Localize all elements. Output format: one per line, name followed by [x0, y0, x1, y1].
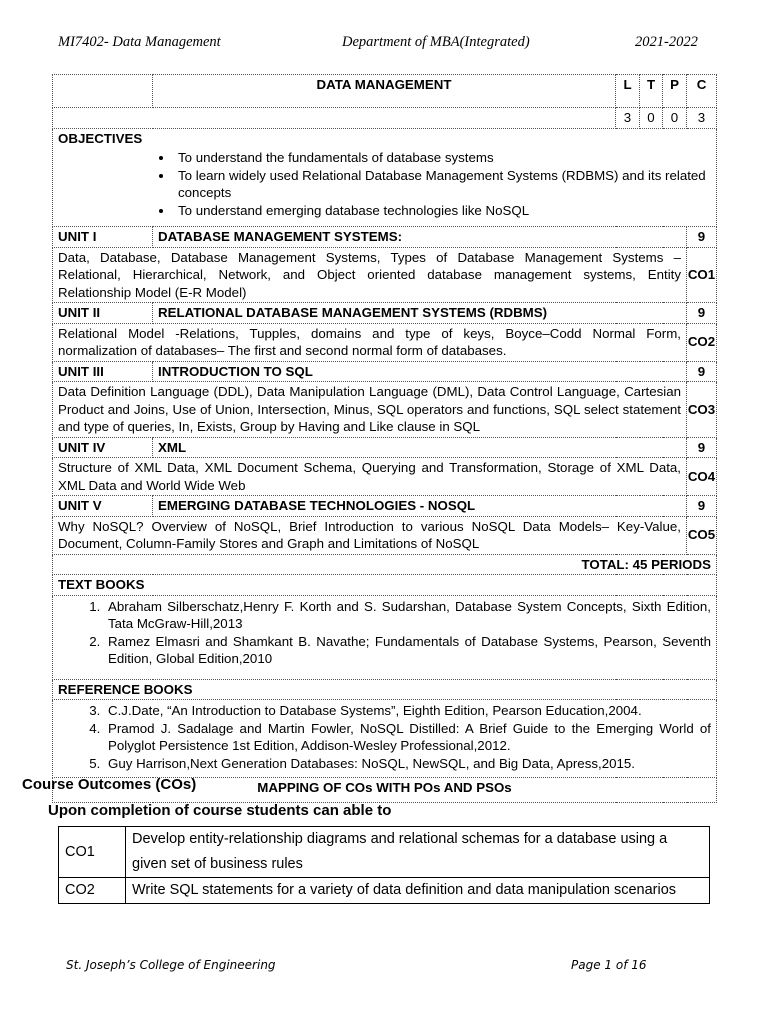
text-books-heading-row: [53, 575, 717, 596]
unit-co: CO1: [687, 247, 717, 303]
unit-co: CO2: [687, 323, 717, 361]
header-department: Department of MBA(Integrated): [342, 34, 530, 50]
course-outcomes-title: Course Outcomes (COs): [22, 776, 197, 793]
unit-title: EMERGING DATABASE TECHNOLOGIES - NOSQL: [153, 496, 687, 517]
ltpc-value-p: 0: [663, 108, 687, 129]
unit-co: CO5: [687, 516, 717, 554]
unit-content: Structure of XML Data, XML Document Schema, Querying and Transformation, Storage of XML Data, XML Data and World Wide Web: [53, 458, 687, 496]
objectives-list: [58, 149, 711, 219]
unit-label: UNIT I: [53, 227, 153, 248]
ltpc-header-l: L: [616, 75, 640, 108]
unit-label: UNIT V: [53, 496, 153, 517]
text-books-heading: TEXT BOOKS: [53, 575, 717, 596]
objective-item: • To understand the fundamentals of database systems: [174, 149, 711, 167]
unit-title: DATABASE MANAGEMENT SYSTEMS:: [153, 227, 687, 248]
unit-header-row: [53, 496, 717, 517]
course-outcome-row: [59, 878, 710, 904]
unit-content: Data Definition Language (DDL), Data Manipulation Language (DML), Data Control Language, Cartesian Product and Joins, Use of Union, Intersection, Minus, SQL operators and functions, SQL select statement and type of queries, In, Exists, Group by Having and Like clause in SQL: [53, 382, 687, 438]
footer-college-name: St. Joseph’s College of Engineering: [66, 958, 276, 972]
course-outcome-code: CO2: [59, 878, 126, 904]
ltpc-header-t: T: [640, 75, 663, 108]
unit-label: UNIT IV: [53, 437, 153, 458]
reference-book-item: 3. C.J.Date, “An Introduction to Database Systems”, Eighth Edition, Pearson Education,2004.: [104, 702, 711, 720]
objectives-row: [53, 128, 717, 227]
course-outcomes-subtitle: Upon completion of course students can able to: [48, 802, 392, 819]
unit-co: CO3: [687, 382, 717, 438]
unit-content-row: [53, 458, 717, 496]
unit-header-row: [53, 303, 717, 324]
course-outcomes-table: [58, 826, 710, 904]
reference-books-heading: REFERENCE BOOKS: [53, 679, 717, 700]
ltpc-value-l: 3: [616, 108, 640, 129]
unit-hours: 9: [687, 303, 717, 324]
unit-header-row: [53, 227, 717, 248]
unit-content-row: [53, 323, 717, 361]
ltpc-header-p: P: [663, 75, 687, 108]
unit-hours: 9: [687, 361, 717, 382]
unit-content-row: [53, 382, 717, 438]
unit-header-row: [53, 437, 717, 458]
reference-book-item: 4. Pramod J. Sadalage and Martin Fowler, NoSQL Distilled: A Brief Guide to the Emerging World of Polyglot Persistence 1st Edition, Addison-Wesley Professional,2012.: [104, 720, 711, 755]
text-books-row: [53, 595, 717, 679]
course-outcome-code: CO1: [59, 827, 126, 878]
unit-content: Why NoSQL? Overview of NoSQL, Brief Introduction to various NoSQL Data Models– Key-Value, Document, Column-Family Stores and Graph and Limitations of NoSQL: [53, 516, 687, 554]
unit-content: Data, Database, Database Management Systems, Types of Database Management Systems – Relational, Hierarchical, Network, and Object oriented database management systems, Entity Relationship Model (E-R Model): [53, 247, 687, 303]
text-book-item: 2. Ramez Elmasri and Shamkant B. Navathe; Fundamentals of Database Systems, Pearson, Seventh Edition, Global Edition,2010: [104, 633, 711, 668]
unit-content-row: [53, 247, 717, 303]
text-book-item: 1. Abraham Silberschatz,Henry F. Korth and S. Sudarshan, Database System Concepts, Sixth Edition, Tata McGraw-Hill,2013: [104, 598, 711, 633]
unit-co: CO4: [687, 458, 717, 496]
text-books-list: [58, 598, 711, 668]
total-periods: TOTAL: 45 PERIODS: [53, 554, 717, 575]
mapping-heading: MAPPING OF COs WITH POs AND PSOs: [53, 778, 717, 803]
ltpc-value-t: 0: [640, 108, 663, 129]
course-title: DATA MANAGEMENT: [153, 75, 616, 108]
course-outcome-text: Develop entity-relationship diagrams and relational schemas for a database using a given set of business rules: [126, 827, 710, 878]
unit-title: RELATIONAL DATABASE MANAGEMENT SYSTEMS (RDBMS): [153, 303, 687, 324]
unit-content: Relational Model -Relations, Tupples, domains and type of keys, Boyce–Codd Normal Form, normalization of databases– The first and second normal form of databases.: [53, 323, 687, 361]
unit-label: UNIT II: [53, 303, 153, 324]
objective-item: • To understand emerging database technologies like NoSQL: [174, 202, 711, 220]
ltpc-values-row: [53, 108, 717, 129]
total-row: [53, 554, 717, 575]
course-title-row: [53, 75, 717, 108]
ltpc-header-c: C: [687, 75, 717, 108]
header-academic-year: 2021-2022: [635, 34, 698, 50]
unit-hours: 9: [687, 496, 717, 517]
unit-label: UNIT III: [53, 361, 153, 382]
reference-books-row: [53, 700, 717, 778]
unit-hours: 9: [687, 227, 717, 248]
ltpc-value-c: 3: [687, 108, 717, 129]
unit-content-row: [53, 516, 717, 554]
unit-title: INTRODUCTION TO SQL: [153, 361, 687, 382]
unit-hours: 9: [687, 437, 717, 458]
reference-books-heading-row: [53, 679, 717, 700]
objectives-heading: OBJECTIVES: [58, 130, 143, 146]
header-course-code: MI7402- Data Management: [58, 34, 221, 50]
course-outcome-row: [59, 827, 710, 878]
reference-books-list: [58, 702, 711, 772]
syllabus-table: [52, 74, 717, 803]
objective-item: • To learn widely used Relational Database Management Systems (RDBMS) and its related concepts: [174, 167, 711, 202]
reference-book-item: 5. Guy Harrison,Next Generation Databases: NoSQL, NewSQL, and Big Data, Apress,2015.: [104, 755, 711, 773]
course-outcome-text: Write SQL statements for a variety of data definition and data manipulation scenarios: [126, 878, 710, 904]
footer-page-number: Page 1 of 16: [571, 958, 647, 972]
unit-header-row: [53, 361, 717, 382]
unit-title: XML: [153, 437, 687, 458]
